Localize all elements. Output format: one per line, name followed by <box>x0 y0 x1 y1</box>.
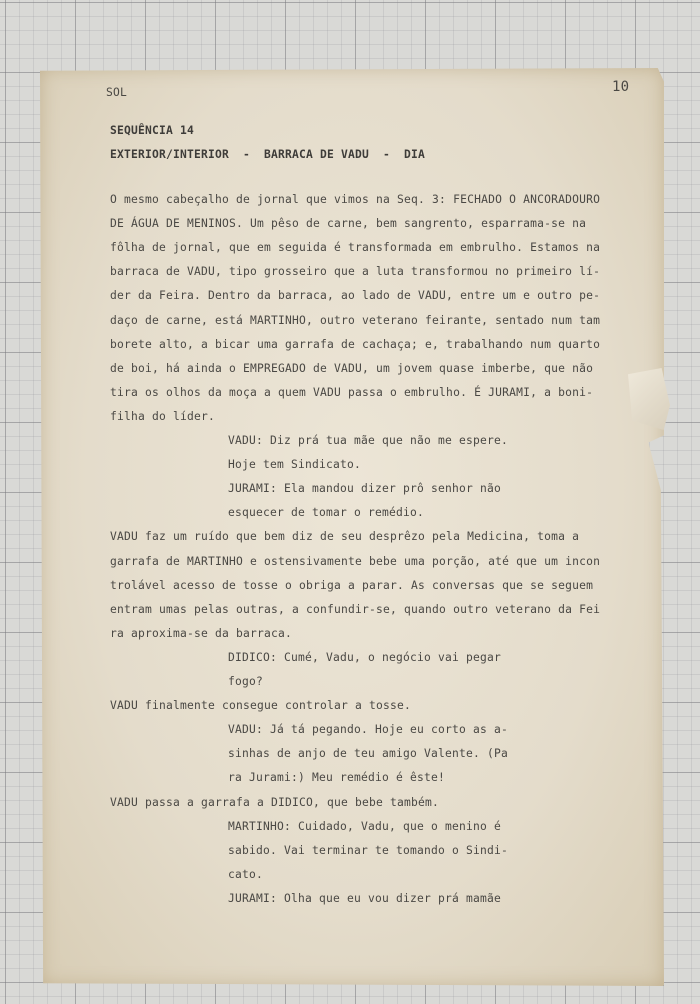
dialogue-line: VADU: Diz prá tua mãe que não me espere. <box>228 434 509 447</box>
body-line: trolável acesso de tosse o obriga a parar. As conversas que se seguem <box>110 578 594 592</box>
body-line: filha do líder. <box>110 409 216 423</box>
body-line: VADU finalmente consegue controlar a tosse. <box>110 699 412 713</box>
body-line: de boi, há ainda o EMPREGADO de VADU, um jovem quase imberbe, que não <box>110 361 594 375</box>
dialogue-line: cato. <box>228 867 264 881</box>
dialogue-line: VADU: Já tá pegando. Hoje eu corto as a- <box>228 723 509 737</box>
scene-setting: EXTERIOR/INTERIOR - BARRACA DE VADU - DIA <box>110 148 426 161</box>
dialogue-line: JURAMI: Olha que eu vou dizer prá mamãe <box>228 891 502 905</box>
body-line: entram umas pelas outras, a confundir-se, quando outro veterano da Fei <box>110 602 601 616</box>
dialogue-line: fogo? <box>228 675 264 688</box>
page-number: 10 <box>612 79 630 95</box>
dialogue-line: sabido. Vai terminar te tomando o Sindi- <box>228 843 509 857</box>
body-line: borete alto, a bicar uma garrafa de cachaça; e, trabalhando num quarto <box>110 337 601 351</box>
dialogue-line: DIDICO: Cumé, Vadu, o negócio vai pegar <box>228 650 502 664</box>
body-line: garrafa de MARTINHO e ostensivamente bebe uma porção, até que um incon <box>110 554 601 568</box>
dialogue-line: sinhas de anjo de teu amigo Valente. (Pa <box>228 747 509 761</box>
body-line: VADU faz um ruído que bem diz de seu desprêzo pela Medicina, toma a <box>110 530 580 544</box>
body-line: VADU passa a garrafa a DIDICO, que bebe também. <box>110 795 440 809</box>
dialogue-line: ra Jurami:) Meu remédio é êste! <box>228 771 446 785</box>
body-line: fôlha de jornal, que em seguida é transformada em embrulho. Estamos na <box>110 241 601 255</box>
body-line: der da Feira. Dentro da barraca, ao lado de VADU, entre um e outro pe- <box>110 289 601 303</box>
dialogue-line: Hoje tem Sindicato. <box>228 458 362 472</box>
body-line: DE ÁGUA DE MENINOS. Um pêso de carne, bem sangrento, esparrama-se na <box>110 217 587 231</box>
body-line: barraca de VADU, tipo grosseiro que a luta transformou no primeiro lí- <box>110 265 601 279</box>
dialogue-line: JURAMI: Ela mandou dizer prô senhor não <box>228 482 502 496</box>
dialogue-line: MARTINHO: Cuidado, Vadu, que o menino é <box>228 819 502 833</box>
sequence-title: SEQUÊNCIA 14 <box>110 124 195 137</box>
body-line: O mesmo cabeçalho de jornal que vimos na Seq. 3: FECHADO O ANCORADOURO <box>110 193 601 206</box>
page-code: SOL <box>106 86 128 99</box>
body-line: daço de carne, está MARTINHO, outro veterano feirante, sentado num tam <box>110 313 601 327</box>
body-line: ra aproxima-se da barraca. <box>110 626 293 640</box>
body-line: tira os olhos da moça a quem VADU passa o embrulho. É JURAMI, a boni- <box>110 385 594 399</box>
dialogue-line: esquecer de tomar o remédio. <box>228 506 425 520</box>
